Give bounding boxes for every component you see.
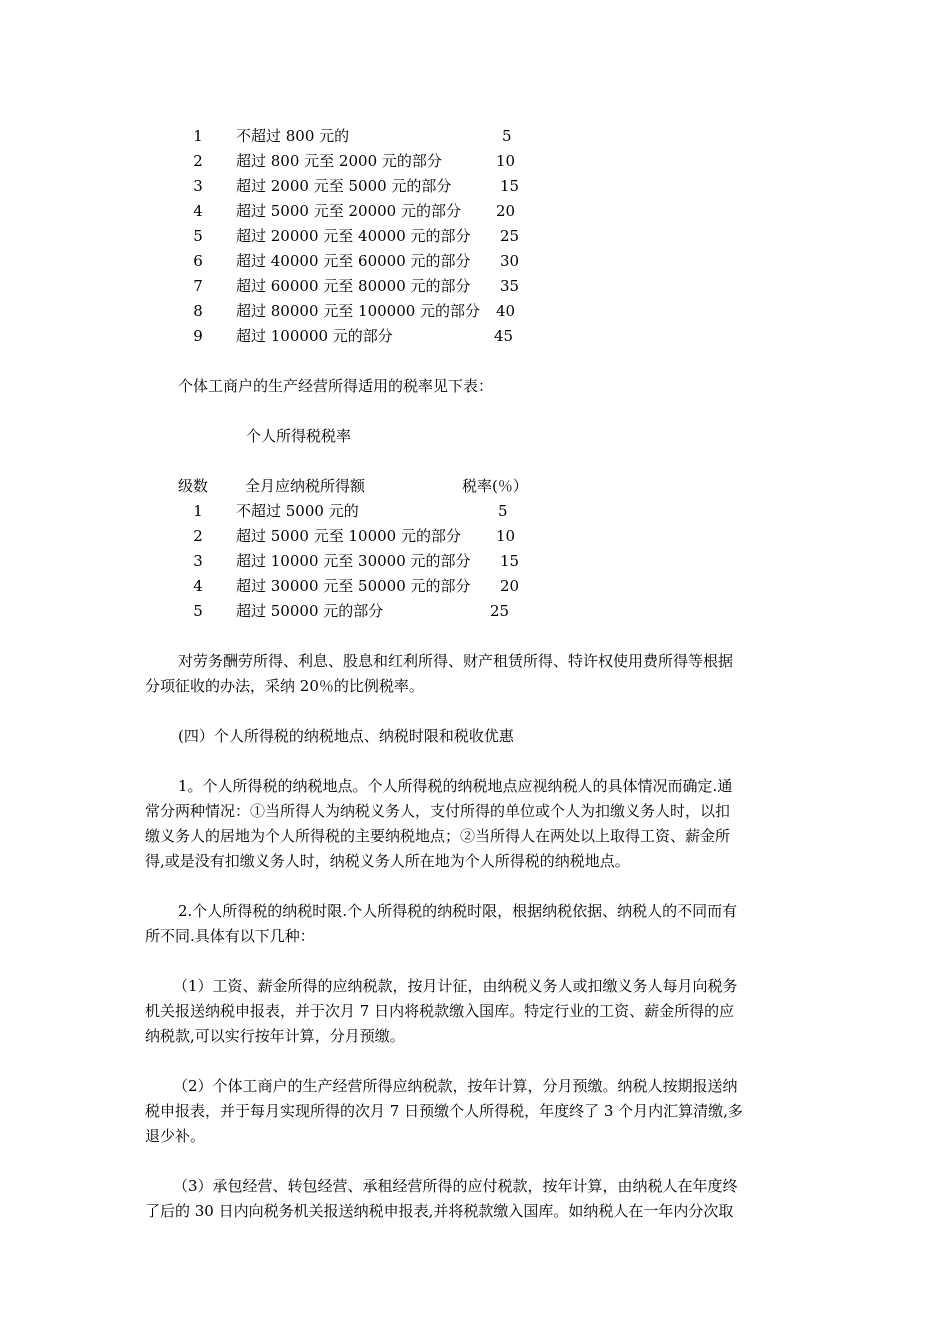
income-range-cell: 超过 5000 元至 10000 元的部分 [236, 527, 461, 545]
rate-cell: 15 [500, 177, 520, 195]
income-range-cell: 超过 50000 元的部分 [236, 602, 384, 620]
level-cell: 6 [193, 252, 203, 270]
income-range-cell: 超过 10000 元至 30000 元的部分 [236, 552, 471, 570]
paragraph-line: 退少补。 [145, 1127, 206, 1145]
income-range-cell: 超过 800 元至 2000 元的部分 [236, 152, 442, 170]
rate-cell: 25 [500, 227, 520, 245]
paragraph-line: 2.个人所得税的纳税时限.个人所得税的纳税时限，根据纳税依据、纳税人的不同而有 [178, 902, 738, 920]
paragraph-line: （1）工资、薪金所得的应纳税款，按月计征，由纳税义务人或扣缴义务人每月向税务 [173, 977, 738, 995]
level-cell: 9 [193, 327, 203, 345]
rate-cell: 25 [490, 602, 510, 620]
level-cell: 1 [193, 502, 203, 520]
level-cell: 7 [193, 277, 203, 295]
income-range-cell: 超过 60000 元至 80000 元的部分 [236, 277, 471, 295]
paragraph-line: 分项征收的办法，采纳 20％的比例税率。 [145, 677, 424, 695]
rate-cell: 20 [496, 202, 516, 220]
paragraph-line: 对劳务酬劳所得、利息、股息和红利所得、财产租赁所得、特许权使用费所得等根据 [178, 652, 734, 670]
income-range-cell: 超过 100000 元的部分 [236, 327, 393, 345]
table-title: 个人所得税税率 [246, 427, 352, 445]
header-income: 全月应纳税所得额 [245, 477, 366, 495]
rate-cell: 45 [494, 327, 514, 345]
income-range-cell: 超过 20000 元至 40000 元的部分 [236, 227, 471, 245]
level-cell: 8 [193, 302, 203, 320]
paragraph-line: 常分两种情况：①当所得人为纳税义务人，支付所得的单位或个人为扣缴义务人时，以扣 [145, 802, 731, 820]
paragraph-line: 1。个人所得税的纳税地点。个人所得税的纳税地点应视纳税人的具体情况而确定.通 [178, 777, 733, 795]
rate-cell: 15 [500, 552, 520, 570]
paragraph-line: 缴义务人的居地为个人所得税的主要纳税地点；②当所得人在两处以上取得工资、薪金所 [145, 827, 731, 845]
paragraph-line: 所不同.具体有以下几种： [145, 927, 315, 945]
rate-cell: 35 [500, 277, 520, 295]
paragraph-line: 机关报送纳税申报表，并于次月 7 日内将税款缴入国库。特定行业的工资、薪金所得的应 [145, 1002, 735, 1020]
header-level: 级数 [178, 477, 209, 495]
header-rate: 税率(％） [462, 477, 528, 495]
level-cell: 2 [193, 527, 203, 545]
rate-cell: 40 [496, 302, 516, 320]
income-range-cell: 不超过 5000 元的 [236, 502, 359, 520]
rate-cell: 20 [500, 577, 520, 595]
level-cell: 5 [193, 602, 203, 620]
business-intro-text: 个体工商户的生产经营所得适用的税率见下表： [178, 377, 494, 395]
level-cell: 2 [193, 152, 203, 170]
rate-cell: 10 [496, 527, 516, 545]
income-range-cell: 超过 5000 元至 20000 元的部分 [236, 202, 461, 220]
rate-cell: 30 [500, 252, 520, 270]
paragraph-line: 得,或是没有扣缴义务人时，纳税义务人所在地为个人所得税的纳税地点。 [145, 852, 630, 870]
rate-cell: 5 [502, 127, 512, 145]
income-range-cell: 超过 2000 元至 5000 元的部分 [236, 177, 452, 195]
paragraph-line: （3）承包经营、转包经营、承租经营所得的应付税款，按年计算，由纳税人在年度终 [173, 1177, 738, 1195]
income-range-cell: 超过 40000 元至 60000 元的部分 [236, 252, 471, 270]
paragraph-line: 税申报表，并于每月实现所得的次月 7 日预缴个人所得税，年度终了 3 个月内汇算清缴,多 [145, 1102, 743, 1120]
rate-cell: 10 [496, 152, 516, 170]
level-cell: 4 [193, 577, 203, 595]
paragraph-line: 纳税款,可以实行按年计算，分月预缴。 [145, 1027, 405, 1045]
level-cell: 3 [193, 177, 203, 195]
paragraph-line: （2）个体工商户的生产经营所得应纳税款，按年计算，分月预缴。纳税人按期报送纳 [173, 1077, 738, 1095]
income-range-cell: 超过 30000 元至 50000 元的部分 [236, 577, 471, 595]
income-range-cell: 超过 80000 元至 100000 元的部分 [236, 302, 481, 320]
paragraph-line: 了后的 30 日内向税务机关报送纳税申报表,并将税款缴入国库。如纳税人在一年内分次取 [145, 1202, 734, 1220]
level-cell: 3 [193, 552, 203, 570]
level-cell: 1 [193, 127, 203, 145]
rate-cell: 5 [498, 502, 508, 520]
level-cell: 4 [193, 202, 203, 220]
level-cell: 5 [193, 227, 203, 245]
income-range-cell: 不超过 800 元的 [236, 127, 350, 145]
section-heading: (四）个人所得税的纳税地点、纳税时限和税收优惠 [178, 727, 514, 745]
